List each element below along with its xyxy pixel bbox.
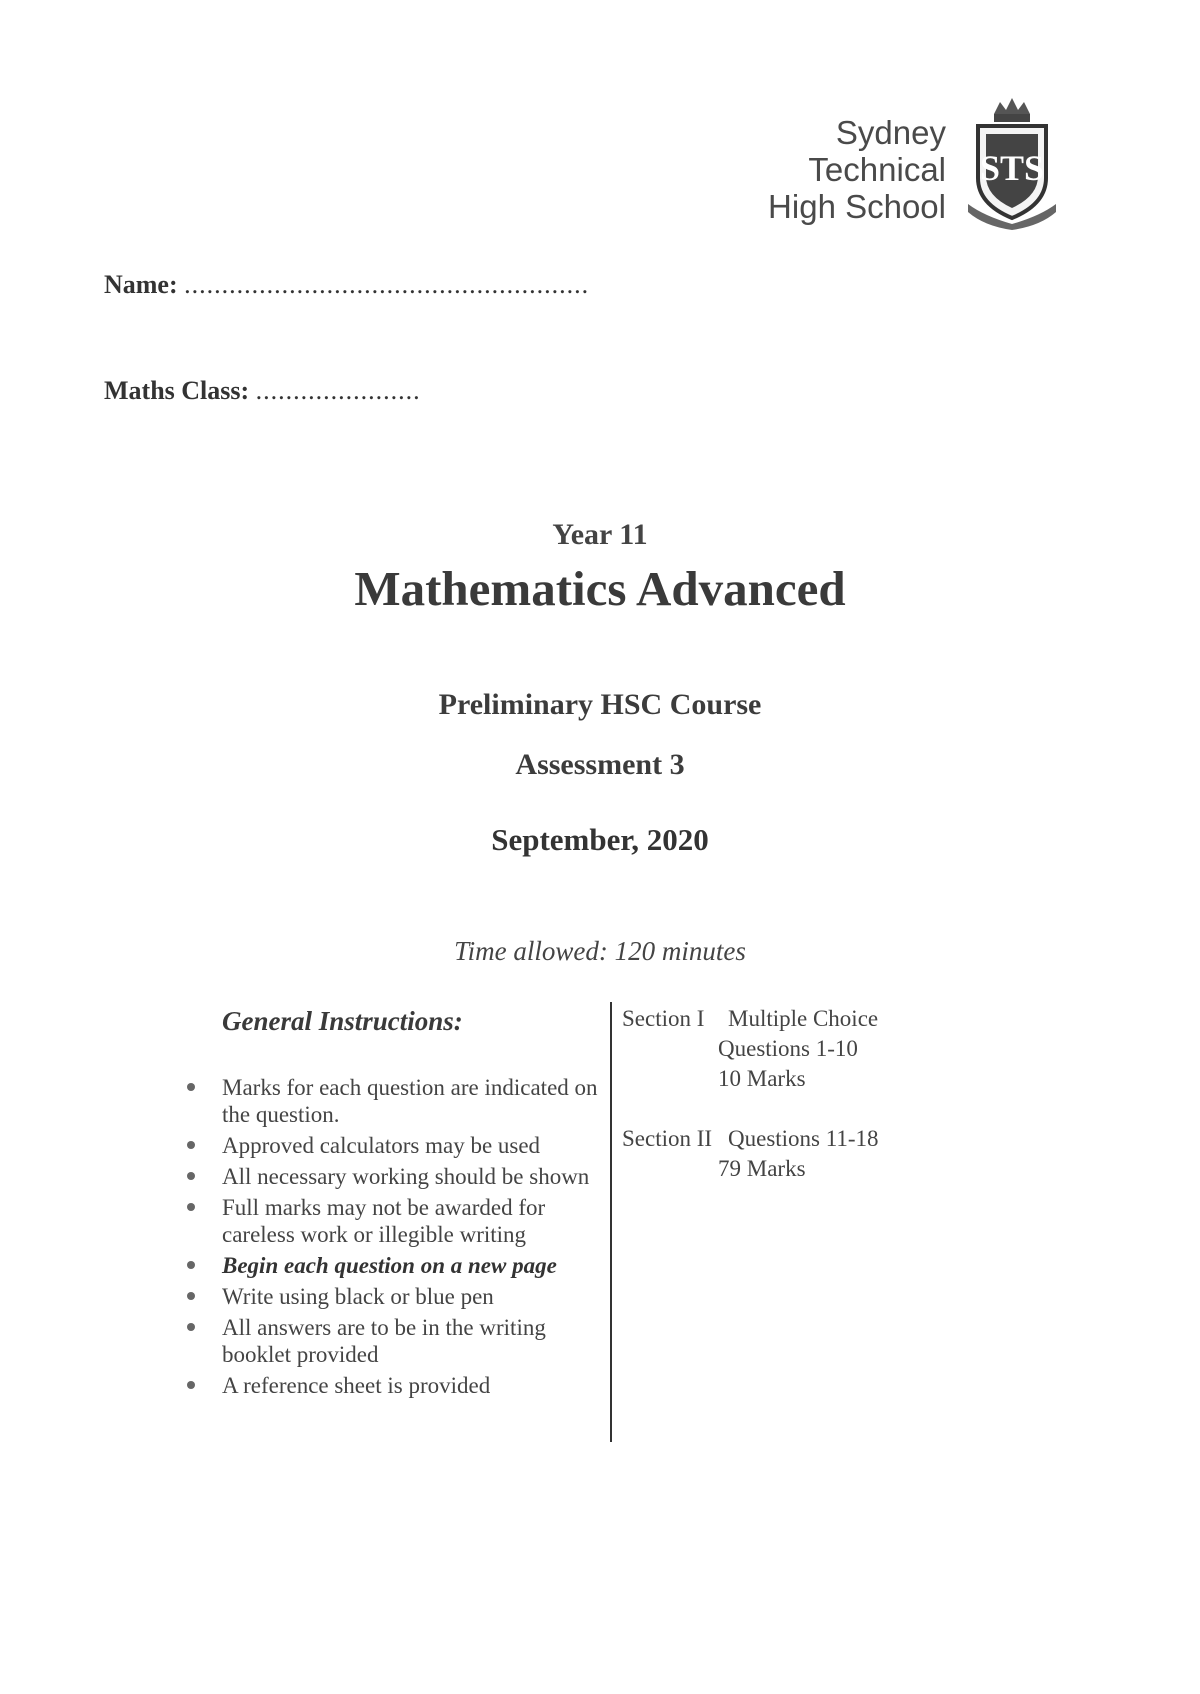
instruction-item [184, 1252, 604, 1279]
name-field [104, 270, 589, 300]
bullet-icon [187, 1172, 195, 1180]
instruction-text: Begin each question on a new page [222, 1253, 557, 1278]
bullet-icon [187, 1292, 195, 1300]
maths-class-label: Maths Class: [104, 376, 250, 405]
instruction-text: Write using black or blue pen [222, 1284, 494, 1309]
instruction-item [184, 1283, 604, 1310]
bullet-icon [187, 1203, 195, 1211]
maths-class-field [104, 376, 421, 406]
section-1-questions: Questions 1-10 [718, 1036, 858, 1061]
section-1-info [622, 1004, 878, 1094]
school-name-line-2: Technical [808, 151, 946, 188]
section-2-marks: 79 Marks [718, 1156, 806, 1181]
exam-title: Mathematics Advanced [354, 561, 846, 616]
bullet-icon [187, 1381, 195, 1389]
instruction-item [184, 1372, 604, 1399]
bullet-icon [187, 1261, 195, 1269]
school-name-line-1: Sydney [835, 114, 946, 151]
bullet-icon [187, 1323, 195, 1331]
column-divider [610, 1002, 612, 1442]
section-2-info [622, 1124, 879, 1184]
instruction-item [184, 1314, 604, 1368]
school-crest-logo [964, 96, 1060, 230]
time-allowed: Time allowed: 120 minutes [454, 936, 746, 966]
section-2-questions: Questions 11-18 [728, 1126, 879, 1151]
course-name: Preliminary HSC Course [438, 688, 762, 721]
instruction-text: Approved calculators may be used [222, 1133, 541, 1158]
instruction-text: Full marks may not be awarded for careless work or illegible writing [222, 1195, 546, 1247]
instruction-item [184, 1194, 604, 1248]
instruction-item [184, 1163, 604, 1190]
instruction-text: A reference sheet is provided [222, 1373, 491, 1398]
name-blank[interactable]: ...................................................... [184, 270, 590, 299]
instruction-text: Marks for each question are indicated on the question. [222, 1075, 598, 1127]
instruction-text: All answers are to be in the writing booklet provided [222, 1315, 546, 1367]
instruction-item [184, 1074, 604, 1128]
school-name-line-3: High School [768, 188, 946, 225]
instruction-text: All necessary working should be shown [222, 1164, 590, 1189]
maths-class-blank[interactable]: ...................... [255, 376, 421, 405]
assessment-name: Assessment 3 [515, 748, 685, 781]
exam-date: September, 2020 [491, 822, 709, 857]
section-1-type: Multiple Choice [728, 1006, 879, 1031]
crest-letters: STS [979, 148, 1045, 188]
bullet-icon [187, 1083, 195, 1091]
name-label: Name: [104, 270, 178, 299]
general-instructions-heading: General Instructions: [222, 1006, 463, 1036]
year-heading: Year 11 [552, 518, 648, 551]
section-2-label: Section II [622, 1126, 713, 1151]
bullet-icon [187, 1141, 195, 1149]
instructions-list [184, 1074, 604, 1403]
section-1-marks: 10 Marks [718, 1066, 806, 1091]
section-1-label: Section I [622, 1006, 705, 1031]
instruction-item [184, 1132, 604, 1159]
school-name [768, 114, 946, 225]
